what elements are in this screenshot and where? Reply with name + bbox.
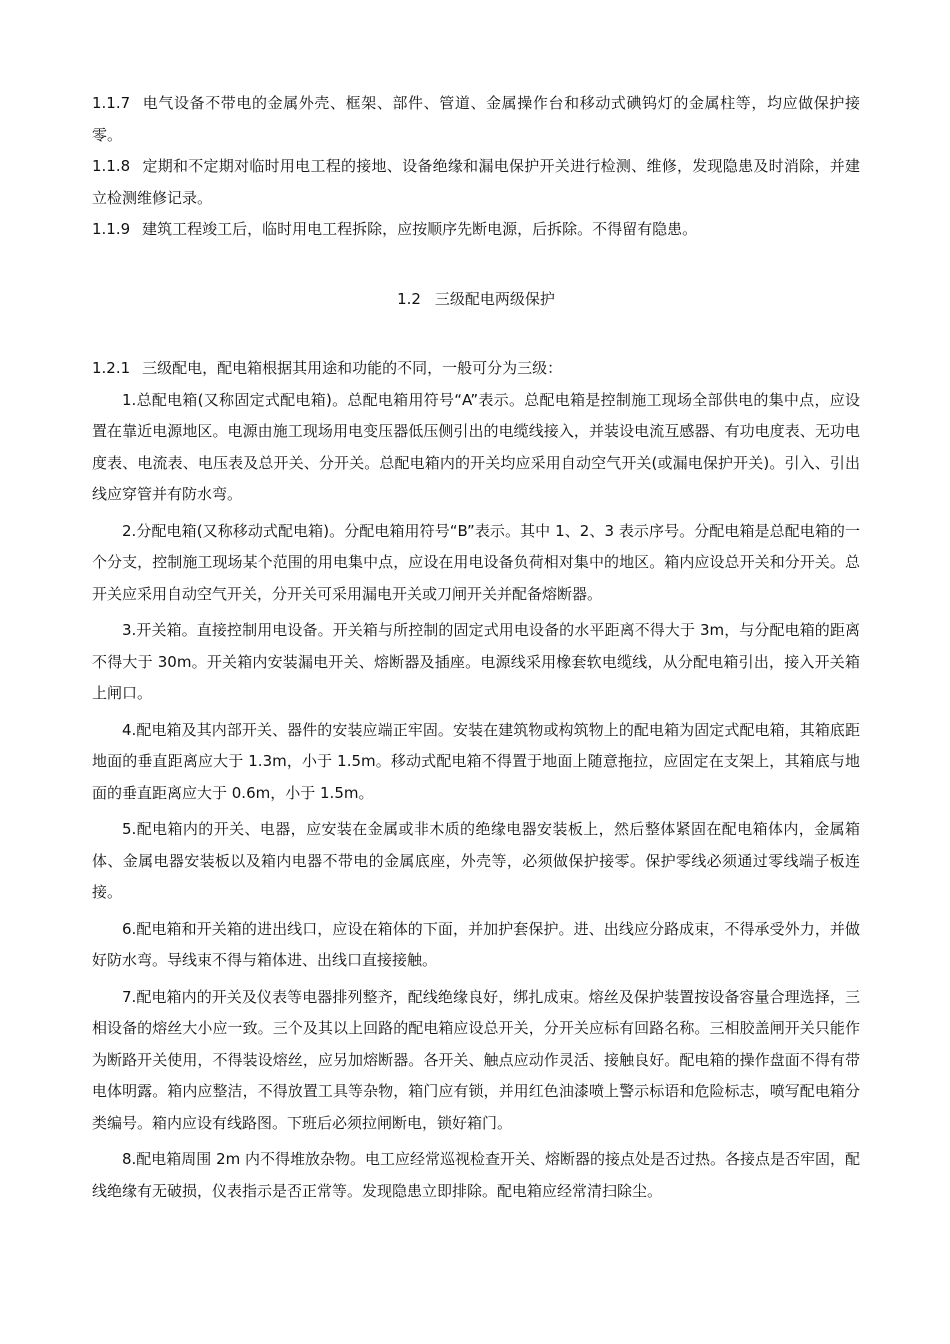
list-item-2: 2.分配电箱(又称移动式配电箱)。分配电箱用符号“B”表示。其中 1、2、3 表示序号。分配电箱是总配电箱的一个分支，控制施工现场某个范围的用电集中点，应设在用电设备负荷相对集中的地区。箱内应设总开关和分开关。总开关应采用自动空气开关，分开关可采用漏电开关或刀闸开关并配备熔断器。 — [92, 521, 860, 603]
list-item-6: 6.配电箱和开关箱的进出线口，应设在箱体的下面，并加护套保护。进、出线应分路成束，不得承受外力，并做好防水弯。导线束不得与箱体进、出线口直接接触。 — [92, 919, 860, 969]
section-heading — [92, 284, 860, 316]
clause-text: 定期和不定期对临时用电工程的接地、设备绝缘和漏电保护开关进行检测、维修，发现隐患及时消除，并建立检测维修记录。 — [92, 157, 860, 207]
list-item-7: 7.配电箱内的开关及仪表等电器排列整齐，配线绝缘良好，绑扎成束。熔丝及保护装置按设备容量合理选择，三相设备的熔丝大小应一致。三个及其以上回路的配电箱应设总开关，分开关应标有回路名称。三相胶盖闸开关只能作为断路开关使用，不得装设熔丝，应另加熔断器。各开关、触点应动作灵活、接触良好。配电箱的操作盘面不得有带电体明露。箱内应整洁，不得放置工具等杂物，箱门应有锁，并用红色油漆喷上警示标语和危险标志，喷写配电箱分类编号。箱内应设有线路图。下班后必须拉闸断电，锁好箱门。 — [92, 987, 860, 1132]
list-item-1: 1.总配电箱(又称固定式配电箱)。总配电箱用符号“A”表示。总配电箱是控制施工现场全部供电的集中点，应设置在靠近电源地区。电源由施工现场用电变压器低压侧引出的电缆线接入，并装设电流互感器、有功电度表、无功电度表、电流表、电压表及总开关、分开关。总配电箱内的开关均应采用自动空气开关(或漏电保护开关)。引入、引出线应穿管并有防水弯。 — [92, 390, 860, 503]
list-item-5: 5.配电箱内的开关、电器，应安装在金属或非木质的绝缘电器安装板上，然后整体紧固在配电箱体内，金属箱体、金属电器安装板以及箱内电器不带电的金属底座，外壳等，必须做保护接零。保护零线必须通过零线端子板连接。 — [92, 820, 860, 901]
clause-text: 电气设备不带电的金属外壳、框架、部件、管道、金属操作台和移动式碘钨灯的金属柱等，均应做保护接零。 — [92, 94, 860, 144]
clause-number: 1.1.9 — [92, 220, 131, 238]
clause-text: 三级配电，配电箱根据其用途和功能的不同，一般可分为三级： — [142, 359, 563, 377]
clause-number: 1.2.1 — [92, 359, 131, 377]
list-item-4: 4.配电箱及其内部开关、器件的安装应端正牢固。安装在建筑物或构筑物上的配电箱为固定式配电箱，其箱底距地面的垂直距离应大于 1.3m，小于 1.5m。移动式配电箱不得置于地面上随意拖拉，应固定在支架上，其箱底与地面的垂直距离应大于 0.6m，小于 1.5m。 — [92, 720, 860, 802]
section-number: 1.2 — [397, 289, 421, 308]
clause-text: 建筑工程竣工后，临时用电工程拆除，应按顺序先断电源，后拆除。不得留有隐患。 — [142, 220, 698, 238]
list-item-8: 8.配电箱周围 2m 内不得堆放杂物。电工应经常巡视检查开关、熔断器的接点处是否过热。各接点是否牢固，配线绝缘有无破损，仪表指示是否正常等。发现隐患立即排除。配电箱应经常清扫除尘。 — [92, 1150, 861, 1200]
clause-1-1-8 — [92, 151, 860, 214]
clause-number: 1.1.8 — [92, 157, 131, 175]
section-title-text: 三级配电两级保护 — [434, 289, 555, 308]
clause-1-1-7 — [92, 88, 860, 151]
list-item-3: 3.开关箱。直接控制用电设备。开关箱与所控制的固定式用电设备的水平距离不得大于 3m，与分配电箱的距离不得大于 30m。开关箱内安装漏电开关、熔断器及插座。电源线采用橡套软电缆线，从分配电箱引出，接入开关箱上闸口。 — [92, 621, 860, 702]
clause-1-1-9 — [92, 214, 860, 246]
document-page — [92, 88, 860, 1207]
clause-number: 1.1.7 — [92, 94, 131, 112]
clause-1-2-1 — [92, 353, 860, 385]
